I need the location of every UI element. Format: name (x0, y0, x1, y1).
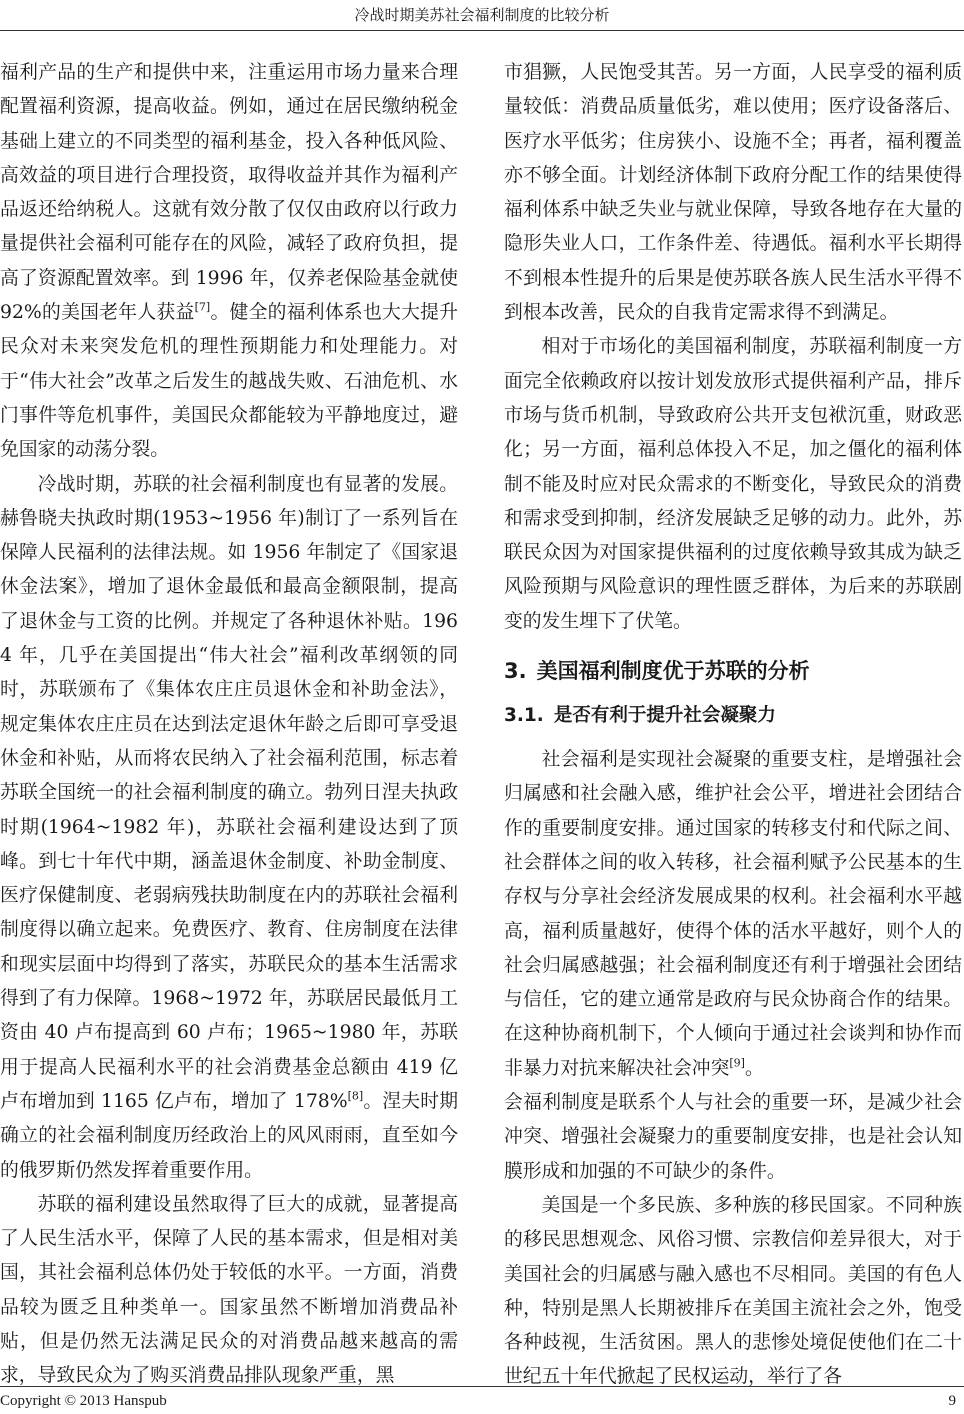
right-paragraph-4: 会福利制度是联系个人与社会的重要一环，是减少社会冲突、增强社会凝聚力的重要制度安排，也是社会认知膜形成和加强的不可缺少的条件。 (504, 1092, 962, 1182)
right-paragraph-3-text-a: 社会福利是实现社会凝聚的重要支柱，是增强社会归属感和社会融入感，维护社会公平，增进社会团结合作的重要制度安排。通过国家的转移支付和代际之间、社会群体之间的收入转移，社会福利赋予公民基本的生存权与分享社会经济发展成果的权利。社会福利水平越高，福利质量越好，使得个体的活水平越好，则个人的社会归属感越强；社会福利制度还有利于增强社会团结与信任，它的建立通常是政府与民众协商合作的结果。在这种协商机制下，个人倾向于通过社会谈判和协作而非暴力对抗来解决社会冲突 (504, 749, 962, 1079)
running-header: 冷战时期美苏社会福利制度的比较分析 (354, 6, 610, 24)
citation-ref-8[interactable]: [8] (347, 1089, 364, 1103)
subsection-title: 是否有利于提升社会凝聚力 (553, 705, 776, 727)
section-number: 3. (504, 659, 527, 684)
section-title: 美国福利制度优于苏联的分析 (536, 659, 810, 684)
right-paragraph-2: 相对于市场化的美国福利制度，苏联福利制度一方面完全依赖政府以按计划发放形式提供福利产品，排斥市场与货币机制，导致政府公共开支包袱沉重，财政恶化；另一方面，福利总体投入不足，加之僵化的福利体制不能及时应对民众需求的不断变化，导致民众的消费和需求受到抑制，经济发展缺乏足够的动力。此外，苏联民众因为对国家提供福利的过度依赖导致其成为缺乏风险预期与风险意识的理性匮乏群体，为后来的苏联剧变的发生埋下了伏笔。 (504, 336, 962, 632)
left-paragraph-1-text-a: 福利产品的生产和提供中来，注重运用市场力量来合理配置福利资源，提高收益。例如，通过在居民缴纳税金基础上建立的不同类型的福利基金，投入各种低风险、高效益的项目进行合理投资，取得收益并其作为福利产品返还给纳税人。这就有效分散了仅仅由政府以行政力量提供社会福利可能存在的风险，减轻了政府负担，提高了资源配置效率。到 1996 年，仅养老保险基金就使 92%的美国老年人获益 (0, 62, 458, 324)
left-column (0, 56, 459, 1387)
right-column (504, 56, 962, 1388)
right-paragraph-5: 美国是一个多民族、多种族的移民国家。不同种族的移民思想观念、风俗习惯、宗教信仰差异很大，对于美国社会的归属感与融入感也不尽相同。美国的有色人种，特别是黑人长期被排斥在美国主流社会之外，饱受各种歧视，生活贫困。黑人的悲惨处境促使他们在二十世纪五十年代掀起了民权运动，举行了各 (504, 1194, 962, 1388)
footer-divider (0, 1386, 964, 1387)
right-paragraph-3-text-b: 。 (744, 1057, 764, 1079)
left-paragraph-3: 苏联的福利建设虽然取得了巨大的成就，显著提高了人民生活水平，保障了人民的基本需求，但是相对美国，其社会福利总体仍处于较低的水平。一方面，消费品较为匮乏且种类单一。国家虽然不断增加消费品补贴，但是仍然无法满足民众的对消费品越来越高的需求，导致民众为了购买消费品排队现象严重，黑 (0, 1193, 458, 1387)
citation-ref-7[interactable]: [7] (194, 300, 211, 314)
right-paragraph-1: 市猖獗，人民饱受其苦。另一方面，人民享受的福利质量较低：消费品质量低劣，难以使用；医疗设备落后、医疗水平低劣；住房狭小、设施不全；再者，福利覆盖亦不够全面。计划经济体制下政府分配工作的结果使得福利体系中缺乏失业与就业保障，导致各地存在大量的隐形失业人口，工作条件差、待遇低。福利水平长期得不到根本性提升的后果是使苏联各族人民生活水平得不到根本改善，民众的自我肯定需求得不到满足。 (504, 62, 962, 324)
section-heading-3 (504, 653, 962, 689)
right-paragraph-3 (504, 743, 962, 1086)
left-paragraph-2 (0, 468, 458, 1188)
footer-copyright: Copyright © 2013 Hanspub (0, 1393, 167, 1409)
left-paragraph-1 (0, 56, 458, 468)
citation-ref-9[interactable]: [9] (729, 1056, 745, 1070)
subsection-number: 3.1. (504, 705, 544, 727)
header-divider (0, 30, 964, 31)
left-paragraph-2-text-a: 冷战时期，苏联的社会福利制度也有显著的发展。赫鲁晓夫执政时期(1953~1956 年)制订了一系列旨在保障人民福利的法律法规。如 1956 年制定了《国家退休金法案》，增加了退休金最低和最高金额限制，提高了退休金与工资的比例。并规定了各种退休补贴。1964 年，几乎在美国提出“伟大社会”福利改革纲领的同时，苏联颁布了《集体农庄庄员退休金和补助金法》，规定集体农庄庄员在达到法定退休年龄之后即可享受退休金和补贴，从而将农民纳入了社会福利范围，标志着苏联全国统一的社会福利制度的确立。勃列日涅夫执政时期(1964~1982 年)，苏联社会福利建设达到了顶峰。到七十年代中期，涵盖退休金制度、补助金制度、医疗保健制度、老弱病残扶助制度在内的苏联社会福利制度得以确立起来。免费医疗、教育、住房制度在法律和现实层面中均得到了落实，苏联民众的基本生活需求得到了有力保障。1968~1972 年，苏联居民最低月工资由 40 卢布提高到 60 卢布；1965~1980 年，苏联用于提高人民福利水平的社会消费基金总额由 419 亿卢布增加到 1165 亿卢布，增加了 178% (0, 473, 458, 1112)
left-paragraph-1-text-b: 。健全的福利体系也大大提升民众对未来突发危机的理性预期能力和处理能力。对于“伟大社会”改革之后发生的越战失败、石油危机、水门事件等危机事件，美国民众都能较为平静地度过，避免国家的动荡分裂。 (0, 302, 459, 461)
subsection-heading-3-1 (504, 699, 962, 733)
page-number: 9 (948, 1393, 956, 1409)
left-paragraph-2-text-b: 。涅夫时期确立的社会福利制度历经政治上的风风雨雨，直至如今的俄罗斯仍然发挥着重要作用。 (0, 1090, 459, 1181)
